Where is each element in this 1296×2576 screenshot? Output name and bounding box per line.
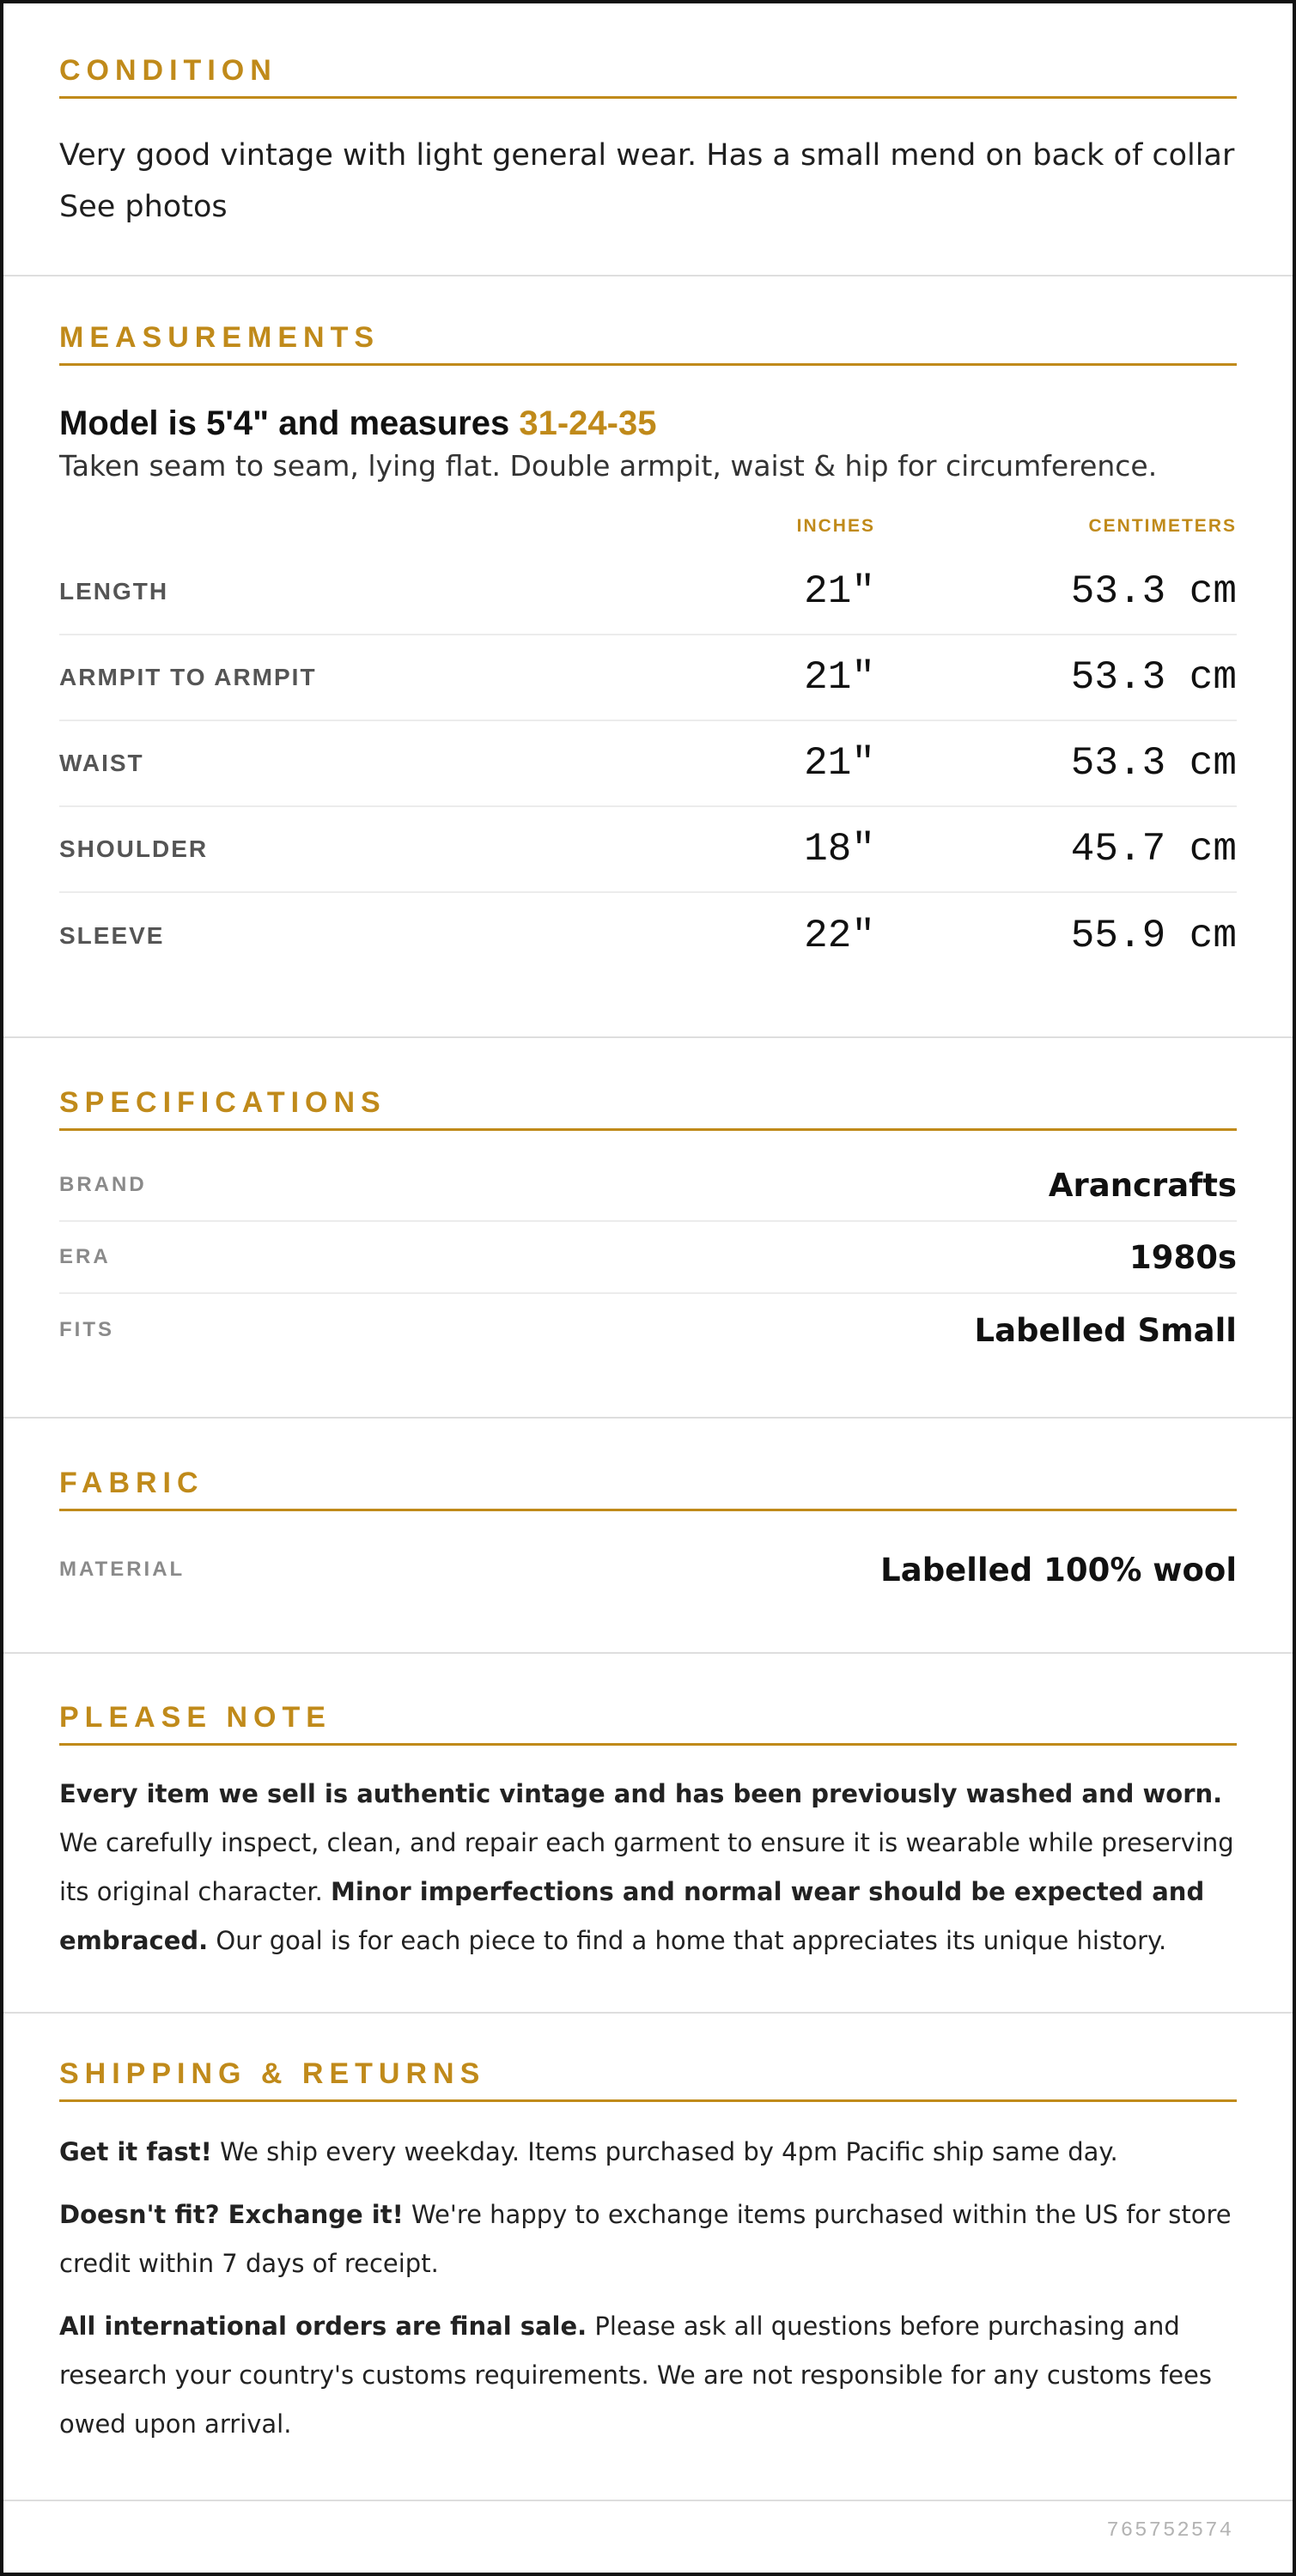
spec-value: Arancrafts: [1048, 1166, 1237, 1204]
shipping-returns-section: [3, 2014, 1293, 2501]
shipping-paragraph-fast: [59, 2128, 1237, 2177]
measurement-note: Taken seam to seam, lying flat. Double armpit, waist & hip for circumference.: [59, 449, 1158, 483]
measurement-row-waist: [59, 721, 1237, 807]
spec-value: Labelled Small: [974, 1311, 1237, 1349]
measurement-inches: 21": [804, 741, 875, 786]
measurement-inches: 22": [804, 914, 875, 958]
measurements-section: [3, 276, 1293, 1038]
spec-key: ERA: [59, 1245, 111, 1268]
please-note-heading: PLEASE NOTE: [59, 1700, 1237, 1746]
shipping-text: We're happy to exchange items purchased within the US for store credit within 7 days of receipt.: [59, 2200, 1232, 2278]
spec-row-brand: [59, 1150, 1237, 1222]
shipping-bold: Get it fast!: [59, 2137, 212, 2166]
model-measures-value: 31-24-35: [519, 404, 657, 442]
measurement-inches: 21": [804, 569, 875, 614]
measurement-cm: 53.3 cm: [1070, 741, 1237, 786]
measurement-label: LENGTH: [59, 578, 169, 605]
fabric-value: Labelled 100% wool: [880, 1551, 1237, 1589]
please-note-section: [3, 1654, 1293, 2014]
measurement-inches: 21": [804, 655, 875, 700]
inches-column-header: INCHES: [796, 516, 875, 536]
shipping-text: We ship every weekday. Items purchased by 4pm Pacific ship same day.: [211, 2137, 1118, 2166]
spec-row-era: [59, 1222, 1237, 1294]
fabric-heading: FABRIC: [59, 1466, 1237, 1511]
measurement-row-length: [59, 550, 1237, 635]
measurement-row-shoulder: [59, 807, 1237, 893]
measurement-cm: 53.3 cm: [1070, 655, 1237, 700]
spec-value: 1980s: [1129, 1238, 1237, 1276]
shipping-bold: Doesn't fit? Exchange it!: [59, 2200, 404, 2229]
measurement-cm: 55.9 cm: [1070, 914, 1237, 958]
model-prefix: Model is 5'4" and measures: [59, 404, 520, 442]
shipping-bold: All international orders are final sale.: [59, 2312, 587, 2341]
measurement-cm: 45.7 cm: [1070, 827, 1237, 872]
spec-row-fits: [59, 1294, 1237, 1366]
centimeters-column-header: CENTIMETERS: [1088, 516, 1237, 536]
measurement-cm: 53.3 cm: [1070, 569, 1237, 614]
shipping-heading: SHIPPING & RETURNS: [59, 2057, 1237, 2102]
note-bold-2: Minor imperfections and normal wear should be expected and embraced.: [59, 1877, 1205, 1955]
measurement-label: SHOULDER: [59, 835, 209, 862]
specifications-list: [59, 1150, 1237, 1366]
specifications-section: [3, 1038, 1293, 1419]
condition-text: Very good vintage with light general wear. Has a small mend on back of collar See photos: [59, 138, 1235, 224]
please-note-text: [59, 1770, 1237, 1965]
measurement-label: WAIST: [59, 750, 144, 776]
measurements-heading: MEASUREMENTS: [59, 320, 1237, 366]
measurement-row-armpit: [59, 635, 1237, 721]
fabric-key: MATERIAL: [59, 1558, 186, 1581]
spec-key: BRAND: [59, 1173, 147, 1196]
measurement-label: ARMPIT TO ARMPIT: [59, 664, 317, 690]
note-text-1: We carefully inspect, clean, and repair each garment to ensure it is wearable while preserving its original character.: [59, 1828, 1234, 1906]
note-text-2: Our goal is for each piece to find a home that appreciates its unique history.: [208, 1926, 1167, 1955]
measurement-label: SLEEVE: [59, 922, 165, 949]
fabric-row-material: [59, 1534, 1237, 1606]
product-id: 765752574: [1106, 2519, 1233, 2543]
note-bold-1: Every item we sell is authentic vintage and has been previously washed and worn.: [59, 1779, 1223, 1808]
fabric-list: [59, 1534, 1237, 1606]
shipping-paragraph-international: [59, 2302, 1237, 2449]
shipping-text: Please ask all questions before purchasing and research your country's customs requirements. We are not responsible for any customs fees owed upon arrival.: [59, 2312, 1212, 2439]
fabric-section: [3, 1419, 1293, 1654]
measurement-inches: 18": [804, 827, 875, 872]
shipping-paragraph-exchange: [59, 2190, 1237, 2288]
measurements-table: [59, 550, 1237, 979]
condition-section: [3, 3, 1293, 276]
specifications-heading: SPECIFICATIONS: [59, 1085, 1237, 1131]
condition-heading: CONDITION: [59, 53, 1237, 99]
measurement-row-sleeve: [59, 893, 1237, 979]
spec-key: FITS: [59, 1318, 114, 1341]
model-measurements: [59, 402, 1237, 445]
measurements-header: [59, 513, 1237, 539]
